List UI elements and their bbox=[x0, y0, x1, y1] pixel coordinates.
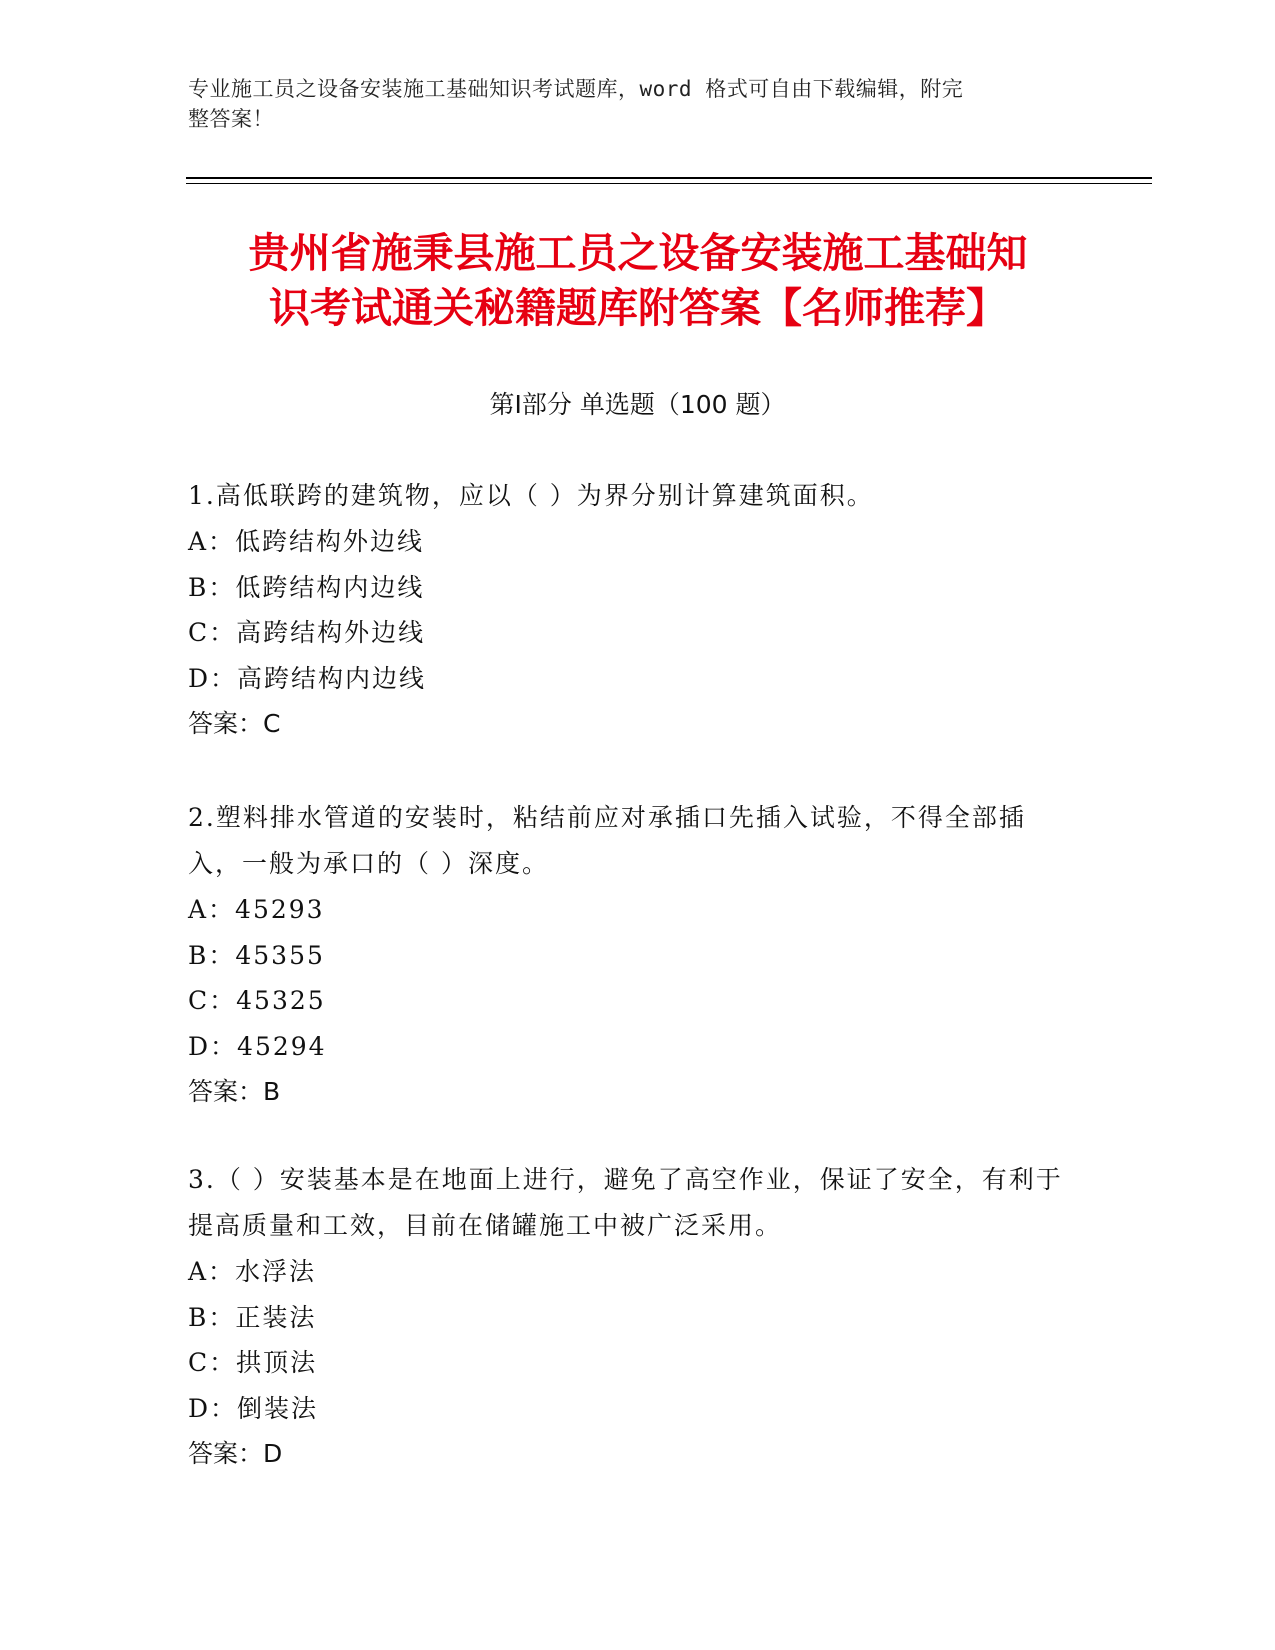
option-d: D：45294 bbox=[188, 1031, 327, 1061]
question-stem: 2.塑料排水管道的安装时，粘结前应对承插口先插入试验，不得全部插入，一般为承口的（ ）深度。 bbox=[188, 803, 1026, 878]
question-2 bbox=[188, 795, 1068, 1115]
question-1 bbox=[188, 473, 1068, 747]
option-b: B：45355 bbox=[188, 940, 325, 970]
question-3 bbox=[188, 1157, 1068, 1477]
answer: 答案：B bbox=[188, 1077, 281, 1106]
option-a: A：45293 bbox=[188, 895, 325, 924]
option-c: C：拱顶法 bbox=[188, 1348, 318, 1377]
option-a: A：水浮法 bbox=[188, 1257, 317, 1286]
option-a: A：低跨结构外边线 bbox=[188, 527, 425, 556]
option-d: D：高跨结构内边线 bbox=[188, 663, 427, 693]
document-title-line-2: 识考试通关秘籍题库附答案【名师推荐】 bbox=[269, 284, 1007, 332]
header-divider-thick bbox=[186, 177, 1152, 179]
option-d: D：倒装法 bbox=[188, 1393, 319, 1423]
option-b: B：正装法 bbox=[188, 1302, 317, 1332]
header-note bbox=[188, 74, 1068, 134]
question-stem: 1.高低联跨的建筑物，应以（ ）为界分别计算建筑面积。 bbox=[188, 481, 874, 510]
header-divider-thin bbox=[186, 183, 1152, 184]
answer: 答案：D bbox=[188, 1439, 283, 1468]
answer: 答案：C bbox=[188, 709, 281, 738]
section-heading: 第Ⅰ部分 单选题（100 题） bbox=[489, 390, 786, 419]
question-stem: 3.（ ）安装基本是在地面上进行，避免了高空作业，保证了安全，有利于提高质量和工效，目前在储罐施工中被广泛采用。 bbox=[188, 1165, 1063, 1240]
header-note-line-2: 整答案！ bbox=[188, 107, 274, 131]
document-title-line-1: 贵州省施秉县施工员之设备安装施工基础知 bbox=[248, 229, 1028, 277]
header-note-line-1: 专业施工员之设备安装施工基础知识考试题库，word 格式可自由下载编辑，附完 bbox=[188, 77, 964, 101]
option-c: C：45325 bbox=[188, 986, 326, 1015]
document-title bbox=[188, 226, 1088, 336]
option-b: B：低跨结构内边线 bbox=[188, 572, 425, 602]
option-c: C：高跨结构外边线 bbox=[188, 618, 426, 647]
